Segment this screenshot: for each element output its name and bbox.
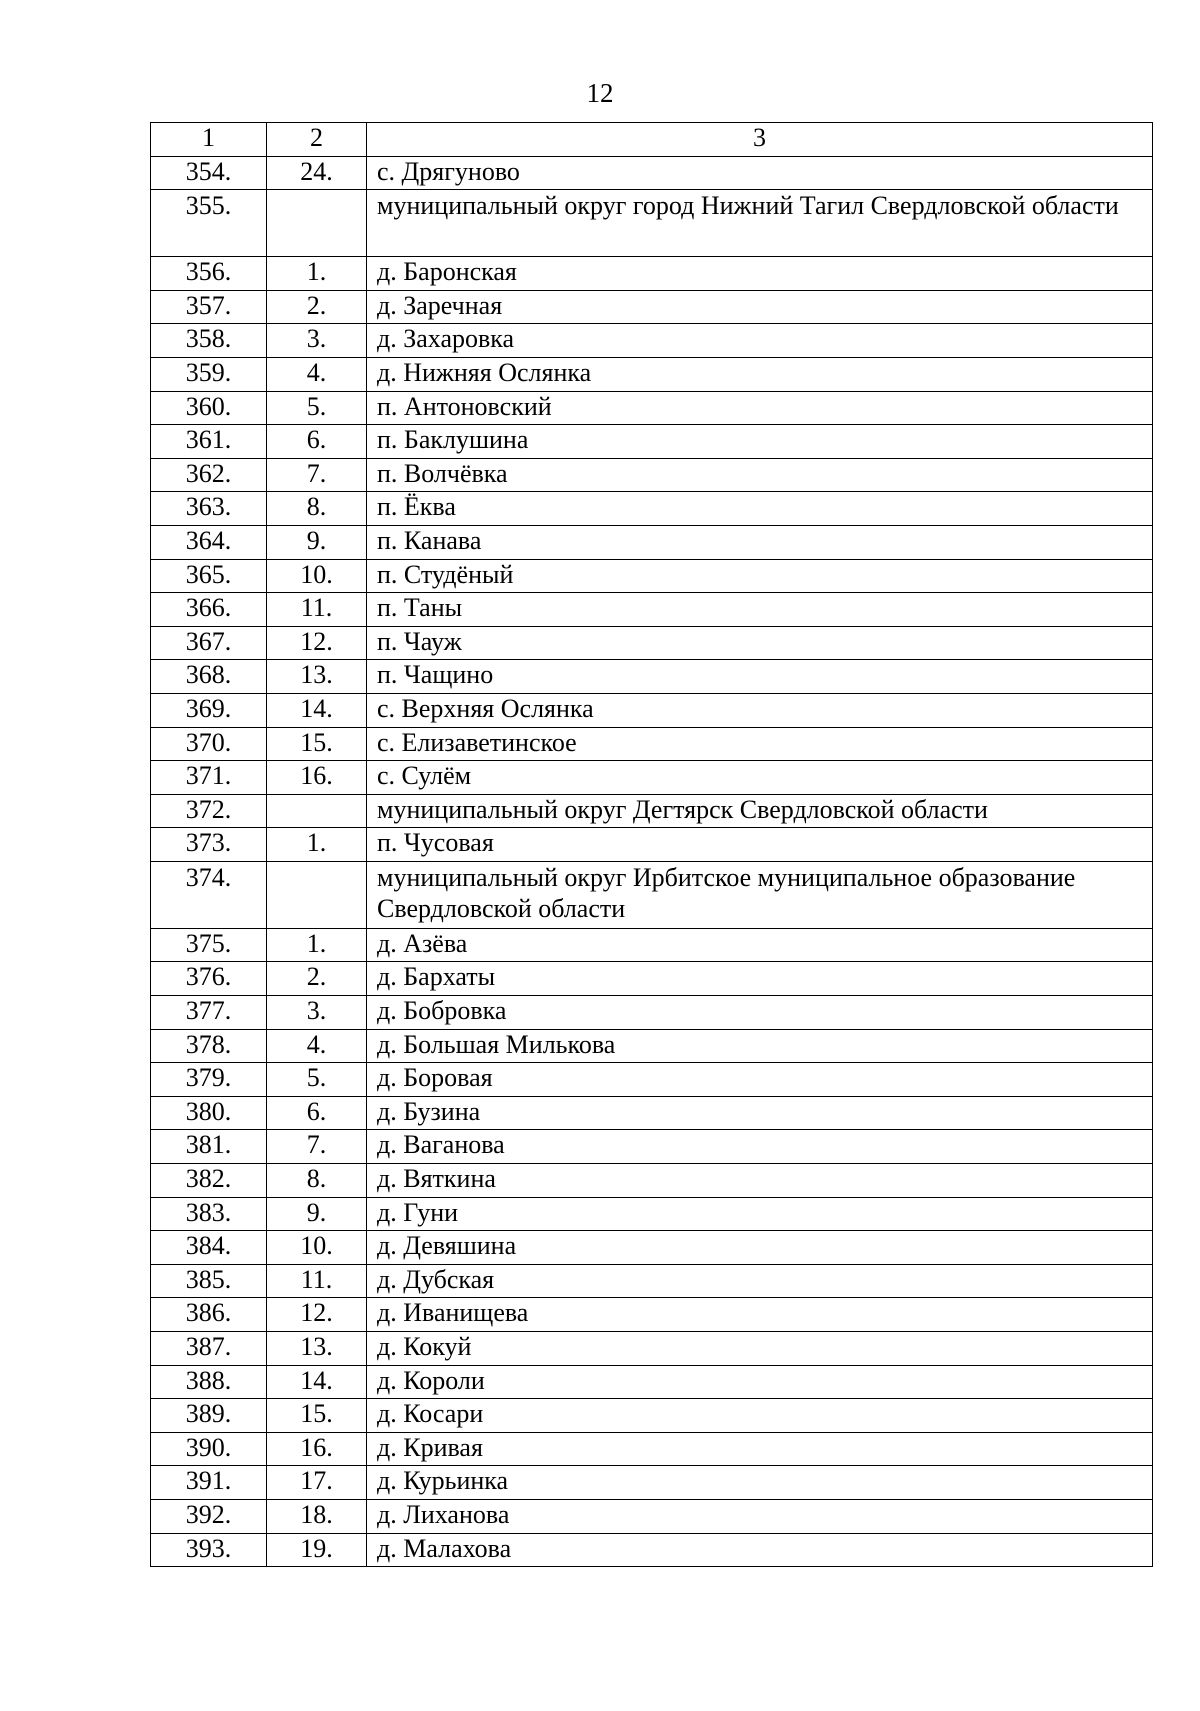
row-number-cell: 391. bbox=[151, 1466, 267, 1500]
settlement-name-cell: п. Таны bbox=[367, 593, 1153, 627]
table-row bbox=[151, 458, 1153, 492]
settlement-name-cell: п. Чащино bbox=[367, 660, 1153, 694]
table-row bbox=[151, 425, 1153, 459]
row-number-cell: 354. bbox=[151, 156, 267, 190]
sub-number-cell: 6. bbox=[267, 1096, 367, 1130]
sub-number-cell: 13. bbox=[267, 660, 367, 694]
sub-number-cell: 13. bbox=[267, 1332, 367, 1366]
sub-number-cell: 18. bbox=[267, 1499, 367, 1533]
table-row bbox=[151, 525, 1153, 559]
row-number-cell: 369. bbox=[151, 693, 267, 727]
table-row bbox=[151, 391, 1153, 425]
sub-number-cell bbox=[267, 794, 367, 828]
table-row bbox=[151, 1130, 1153, 1164]
settlement-name-cell: д. Короли bbox=[367, 1365, 1153, 1399]
sub-number-cell: 8. bbox=[267, 492, 367, 526]
settlement-name-cell: д. Заречная bbox=[367, 290, 1153, 324]
table-row bbox=[151, 1432, 1153, 1466]
settlement-name-cell: муниципальный округ Ирбитское муниципальное образование Свердловской области bbox=[367, 861, 1153, 928]
page-number: 12 bbox=[586, 78, 614, 108]
table-row bbox=[151, 156, 1153, 190]
settlement-name-cell: д. Бархаты bbox=[367, 962, 1153, 996]
sub-number-cell: 9. bbox=[267, 525, 367, 559]
table-row bbox=[151, 324, 1153, 358]
sub-number-cell: 11. bbox=[267, 1264, 367, 1298]
settlement-name-cell: муниципальный округ город Нижний Тагил Свердловской области bbox=[367, 190, 1153, 257]
table-row bbox=[151, 761, 1153, 795]
settlement-name-cell: п. Баклушина bbox=[367, 425, 1153, 459]
settlement-name-cell: д. Баронская bbox=[367, 257, 1153, 291]
sub-number-cell: 8. bbox=[267, 1164, 367, 1198]
settlement-name-cell: д. Косари bbox=[367, 1399, 1153, 1433]
row-number-cell: 392. bbox=[151, 1499, 267, 1533]
sub-number-cell: 14. bbox=[267, 1365, 367, 1399]
table-row bbox=[151, 1399, 1153, 1433]
table-row bbox=[151, 1096, 1153, 1130]
sub-number-cell: 1. bbox=[267, 257, 367, 291]
table-row bbox=[151, 257, 1153, 291]
settlement-name-cell: д. Дубская bbox=[367, 1264, 1153, 1298]
row-number-cell: 358. bbox=[151, 324, 267, 358]
sub-number-cell: 2. bbox=[267, 290, 367, 324]
row-number-cell: 362. bbox=[151, 458, 267, 492]
table-row bbox=[151, 1231, 1153, 1265]
table-row bbox=[151, 1533, 1153, 1567]
table-row bbox=[151, 626, 1153, 660]
sub-number-cell: 1. bbox=[267, 828, 367, 862]
settlement-name-cell: д. Нижняя Ослянка bbox=[367, 357, 1153, 391]
sub-number-cell bbox=[267, 861, 367, 928]
table-row bbox=[151, 1063, 1153, 1097]
row-number-cell: 375. bbox=[151, 928, 267, 962]
table-row bbox=[151, 190, 1153, 257]
table-row bbox=[151, 1164, 1153, 1198]
row-number-cell: 361. bbox=[151, 425, 267, 459]
table-row bbox=[151, 828, 1153, 862]
table-row bbox=[151, 1298, 1153, 1332]
settlement-name-cell: п. Канава bbox=[367, 525, 1153, 559]
table-row bbox=[151, 962, 1153, 996]
table-row bbox=[151, 1197, 1153, 1231]
row-number-cell: 357. bbox=[151, 290, 267, 324]
row-number-cell: 371. bbox=[151, 761, 267, 795]
table-header-row bbox=[151, 123, 1153, 157]
row-number-cell: 388. bbox=[151, 1365, 267, 1399]
row-number-cell: 385. bbox=[151, 1264, 267, 1298]
settlement-name-cell: п. Чусовая bbox=[367, 828, 1153, 862]
table-row bbox=[151, 1499, 1153, 1533]
sub-number-cell: 7. bbox=[267, 458, 367, 492]
row-number-cell: 367. bbox=[151, 626, 267, 660]
settlement-name-cell: д. Девяшина bbox=[367, 1231, 1153, 1265]
sub-number-cell: 6. bbox=[267, 425, 367, 459]
table-row bbox=[151, 693, 1153, 727]
table-row bbox=[151, 1332, 1153, 1366]
table-row bbox=[151, 660, 1153, 694]
row-number-cell: 377. bbox=[151, 996, 267, 1030]
settlement-name-cell: д. Лиханова bbox=[367, 1499, 1153, 1533]
row-number-cell: 378. bbox=[151, 1029, 267, 1063]
row-number-cell: 374. bbox=[151, 861, 267, 928]
sub-number-cell: 3. bbox=[267, 996, 367, 1030]
row-number-cell: 360. bbox=[151, 391, 267, 425]
settlement-name-cell: д. Вяткина bbox=[367, 1164, 1153, 1198]
row-number-cell: 356. bbox=[151, 257, 267, 291]
sub-number-cell: 4. bbox=[267, 357, 367, 391]
row-number-cell: 389. bbox=[151, 1399, 267, 1433]
sub-number-cell: 4. bbox=[267, 1029, 367, 1063]
row-number-cell: 390. bbox=[151, 1432, 267, 1466]
column-header-1: 1 bbox=[151, 123, 267, 157]
row-number-cell: 381. bbox=[151, 1130, 267, 1164]
sub-number-cell bbox=[267, 190, 367, 257]
table-row bbox=[151, 928, 1153, 962]
table-row bbox=[151, 1466, 1153, 1500]
settlement-name-cell: д. Боровая bbox=[367, 1063, 1153, 1097]
settlement-name-cell: д. Малахова bbox=[367, 1533, 1153, 1567]
row-number-cell: 384. bbox=[151, 1231, 267, 1265]
table-row bbox=[151, 357, 1153, 391]
row-number-cell: 368. bbox=[151, 660, 267, 694]
table-row bbox=[151, 996, 1153, 1030]
sub-number-cell: 2. bbox=[267, 962, 367, 996]
sub-number-cell: 1. bbox=[267, 928, 367, 962]
settlement-name-cell: п. Антоновский bbox=[367, 391, 1153, 425]
sub-number-cell: 7. bbox=[267, 1130, 367, 1164]
row-number-cell: 366. bbox=[151, 593, 267, 627]
table-row bbox=[151, 593, 1153, 627]
settlement-name-cell: д. Ваганова bbox=[367, 1130, 1153, 1164]
sub-number-cell: 9. bbox=[267, 1197, 367, 1231]
row-number-cell: 364. bbox=[151, 525, 267, 559]
row-number-cell: 383. bbox=[151, 1197, 267, 1231]
row-number-cell: 373. bbox=[151, 828, 267, 862]
row-number-cell: 363. bbox=[151, 492, 267, 526]
table-row bbox=[151, 861, 1153, 928]
settlement-name-cell: д. Иванищева bbox=[367, 1298, 1153, 1332]
settlements-table bbox=[150, 122, 1153, 1567]
sub-number-cell: 12. bbox=[267, 626, 367, 660]
row-number-cell: 359. bbox=[151, 357, 267, 391]
settlement-name-cell: д. Бобровка bbox=[367, 996, 1153, 1030]
table-row bbox=[151, 559, 1153, 593]
settlement-name-cell: д. Бузина bbox=[367, 1096, 1153, 1130]
settlement-name-cell: п. Студёный bbox=[367, 559, 1153, 593]
sub-number-cell: 19. bbox=[267, 1533, 367, 1567]
sub-number-cell: 14. bbox=[267, 693, 367, 727]
settlement-name-cell: д. Кокуй bbox=[367, 1332, 1153, 1366]
row-number-cell: 380. bbox=[151, 1096, 267, 1130]
table-row bbox=[151, 492, 1153, 526]
sub-number-cell: 5. bbox=[267, 391, 367, 425]
settlement-name-cell: с. Дрягуново bbox=[367, 156, 1153, 190]
sub-number-cell: 16. bbox=[267, 1432, 367, 1466]
sub-number-cell: 17. bbox=[267, 1466, 367, 1500]
sub-number-cell: 24. bbox=[267, 156, 367, 190]
settlement-name-cell: д. Гуни bbox=[367, 1197, 1153, 1231]
sub-number-cell: 10. bbox=[267, 1231, 367, 1265]
row-number-cell: 370. bbox=[151, 727, 267, 761]
settlement-name-cell: п. Чауж bbox=[367, 626, 1153, 660]
sub-number-cell: 15. bbox=[267, 727, 367, 761]
sub-number-cell: 3. bbox=[267, 324, 367, 358]
settlement-name-cell: д. Кривая bbox=[367, 1432, 1153, 1466]
sub-number-cell: 5. bbox=[267, 1063, 367, 1097]
table-row bbox=[151, 1264, 1153, 1298]
sub-number-cell: 16. bbox=[267, 761, 367, 795]
settlement-name-cell: с. Сулём bbox=[367, 761, 1153, 795]
table-row bbox=[151, 727, 1153, 761]
row-number-cell: 382. bbox=[151, 1164, 267, 1198]
row-number-cell: 393. bbox=[151, 1533, 267, 1567]
row-number-cell: 365. bbox=[151, 559, 267, 593]
row-number-cell: 355. bbox=[151, 190, 267, 257]
sub-number-cell: 12. bbox=[267, 1298, 367, 1332]
settlement-name-cell: д. Большая Милькова bbox=[367, 1029, 1153, 1063]
table-row bbox=[151, 1029, 1153, 1063]
table-row bbox=[151, 1365, 1153, 1399]
row-number-cell: 372. bbox=[151, 794, 267, 828]
settlement-name-cell: п. Волчёвка bbox=[367, 458, 1153, 492]
settlement-name-cell: д. Курьинка bbox=[367, 1466, 1153, 1500]
column-header-2: 2 bbox=[267, 123, 367, 157]
sub-number-cell: 15. bbox=[267, 1399, 367, 1433]
sub-number-cell: 11. bbox=[267, 593, 367, 627]
table-row bbox=[151, 794, 1153, 828]
settlement-name-cell: д. Азёва bbox=[367, 928, 1153, 962]
row-number-cell: 387. bbox=[151, 1332, 267, 1366]
settlement-name-cell: муниципальный округ Дегтярск Свердловской области bbox=[367, 794, 1153, 828]
table-row bbox=[151, 290, 1153, 324]
row-number-cell: 379. bbox=[151, 1063, 267, 1097]
settlement-name-cell: с. Елизаветинское bbox=[367, 727, 1153, 761]
row-number-cell: 376. bbox=[151, 962, 267, 996]
settlement-name-cell: с. Верхняя Ослянка bbox=[367, 693, 1153, 727]
settlement-name-cell: п. Ёква bbox=[367, 492, 1153, 526]
row-number-cell: 386. bbox=[151, 1298, 267, 1332]
settlement-name-cell: д. Захаровка bbox=[367, 324, 1153, 358]
sub-number-cell: 10. bbox=[267, 559, 367, 593]
column-header-3: 3 bbox=[367, 123, 1153, 157]
